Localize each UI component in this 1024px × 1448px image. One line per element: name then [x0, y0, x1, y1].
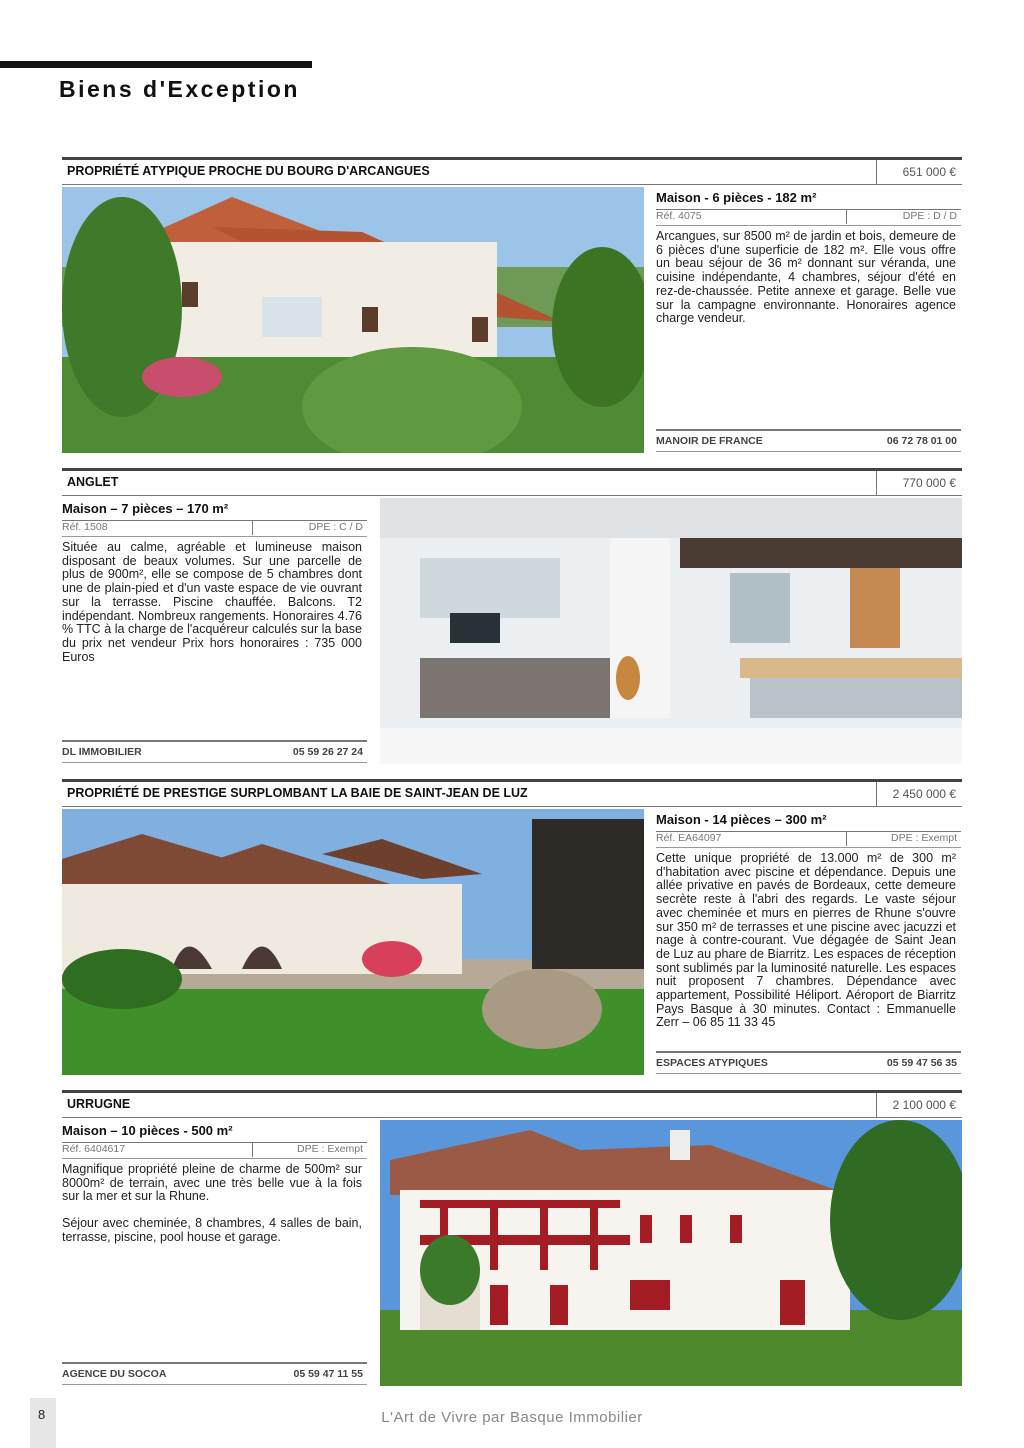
agency-phone: 05 59 47 56 35 — [886, 1057, 957, 1069]
listing-title: PROPRIÉTÉ ATYPIQUE PROCHE DU BOURG D'ARCANGUES — [67, 164, 430, 178]
dpe-rating: DPE : D / D — [902, 210, 957, 222]
property-type: Maison – 10 pièces - 500 m² — [62, 1120, 367, 1143]
property-type: Maison – 7 pièces – 170 m² — [62, 498, 367, 521]
listing-title: ANGLET — [67, 475, 119, 489]
reference-row — [656, 209, 961, 226]
contact-row — [62, 1362, 367, 1385]
listing-price: 651 000 € — [876, 160, 962, 184]
listing-header — [62, 157, 962, 185]
listing-card — [62, 1090, 962, 1390]
listing-header — [62, 468, 962, 496]
description-paragraph: Cette unique propriété de 13.000 m² de 300 m² d'habitation avec piscine et dépendance. Depuis une allée privative en pavés de Bordeaux, cette demeure secrète reste à l'abri des regards. Le vaste séjour avec cheminée et murs en pierres de Rhune s'ouvre sur 350 m² de terrasses et une piscine avec jacuzzi et nage à contre-courant. Vue dégagée de Saint Jean de Luz au phare de Biarritz. Les espaces de réception sont sublimés par la luminosité naturelle. Les espaces nuit proposent 7 chambres. Dépendance avec appartement, Possibilité Héliport. Aéroport de Biarritz Pays Basque à 30 minutes. Contact : Emmanuelle Zerr – 06 85 11 33 45 — [656, 851, 956, 1030]
listing-card — [62, 468, 962, 768]
property-type: Maison - 14 pièces – 300 m² — [656, 809, 961, 832]
agency-name: MANOIR DE FRANCE — [656, 435, 763, 447]
description-paragraph: Magnifique propriété pleine de charme de 500m² sur 8000m² de terrain, avec une très belle vue à la fois sur la mer et sur la Rhune. — [62, 1162, 362, 1204]
property-photo — [380, 498, 962, 764]
agency-phone: 05 59 47 11 55 — [293, 1368, 363, 1380]
reference: Réf. 1508 — [62, 521, 253, 535]
reference-row — [656, 831, 961, 848]
description-paragraph: Arcangues, sur 8500 m² de jardin et bois, demeure de 6 pièces d'une superficie de 182 m². Elle vous offre un beau séjour de 36 m² donnant sur véranda, une cuisine indépendante, 4 chambres, séjour d'été en rez-de-chaussée. Petite annexe et garage. Belle vue sur la campagne environnante. Honoraires agence charge vendeur. — [656, 229, 956, 326]
listing-header — [62, 779, 962, 807]
listing-info — [656, 809, 961, 1075]
agency-phone: 06 72 78 01 00 — [886, 435, 957, 447]
agency-phone: 05 59 26 27 24 — [292, 746, 363, 758]
dpe-rating: DPE : Exempt — [891, 832, 957, 844]
listing-header — [62, 1090, 962, 1118]
contact-row — [62, 740, 367, 763]
listing-card — [62, 779, 962, 1079]
listing-price: 770 000 € — [876, 471, 962, 495]
agency-name: ESPACES ATYPIQUES — [656, 1057, 768, 1069]
description — [62, 541, 362, 677]
agency-name: AGENCE DU SOCOA — [62, 1368, 167, 1380]
contact-row — [656, 1051, 961, 1074]
dpe-rating: DPE : C / D — [308, 521, 363, 533]
agency-name: DL IMMOBILIER — [62, 746, 142, 758]
property-photo — [380, 1120, 962, 1386]
reference: Réf. 4075 — [656, 210, 847, 224]
property-photo — [62, 187, 644, 453]
listing-price: 2 100 000 € — [876, 1093, 962, 1117]
page-number: 8 — [38, 1407, 46, 1422]
reference-row — [62, 1142, 367, 1159]
property-type: Maison - 6 pièces - 182 m² — [656, 187, 961, 210]
description — [62, 1163, 362, 1258]
property-photo — [62, 809, 644, 1075]
listing-title: URRUGNE — [67, 1097, 131, 1111]
description — [656, 852, 956, 1043]
listing-info — [62, 1120, 367, 1386]
listing-info — [62, 498, 367, 764]
description — [656, 230, 956, 339]
reference: Réf. EA64097 — [656, 832, 847, 846]
page-title: Biens d'Exception — [59, 76, 300, 102]
top-accent-bar — [0, 61, 312, 68]
listing-price: 2 450 000 € — [876, 782, 962, 806]
contact-row — [656, 429, 961, 452]
description-paragraph: Séjour avec cheminée, 8 chambres, 4 salles de bain, terrasse, piscine, pool house et garage. — [62, 1216, 362, 1244]
listing-card — [62, 157, 962, 457]
footer-text: L'Art de Vivre par Basque Immobilier — [381, 1409, 643, 1426]
listing-info — [656, 187, 961, 453]
listing-title: PROPRIÉTÉ DE PRESTIGE SURPLOMBANT LA BAIE DE SAINT-JEAN DE LUZ — [67, 786, 528, 800]
dpe-rating: DPE : Exempt — [297, 1143, 363, 1155]
description-paragraph: Située au calme, agréable et lumineuse maison disposant de beaux volumes. Sur une parcelle de plus de 900m², elle se compose de 5 chambres dont une de plain-pied et d'un vaste espace de vie ouvrant sur la terrasse. Piscine chauffée. Balcons. T2 indépendant. Nombreux rangements. Honoraires 4.76 % TTC à la charge de l'acquéreur calculés sur la base du prix net vendeur Prix hors honoraires : 735 000 Euros — [62, 540, 362, 664]
reference-row — [62, 520, 367, 537]
reference: Réf. 6404617 — [62, 1143, 253, 1157]
